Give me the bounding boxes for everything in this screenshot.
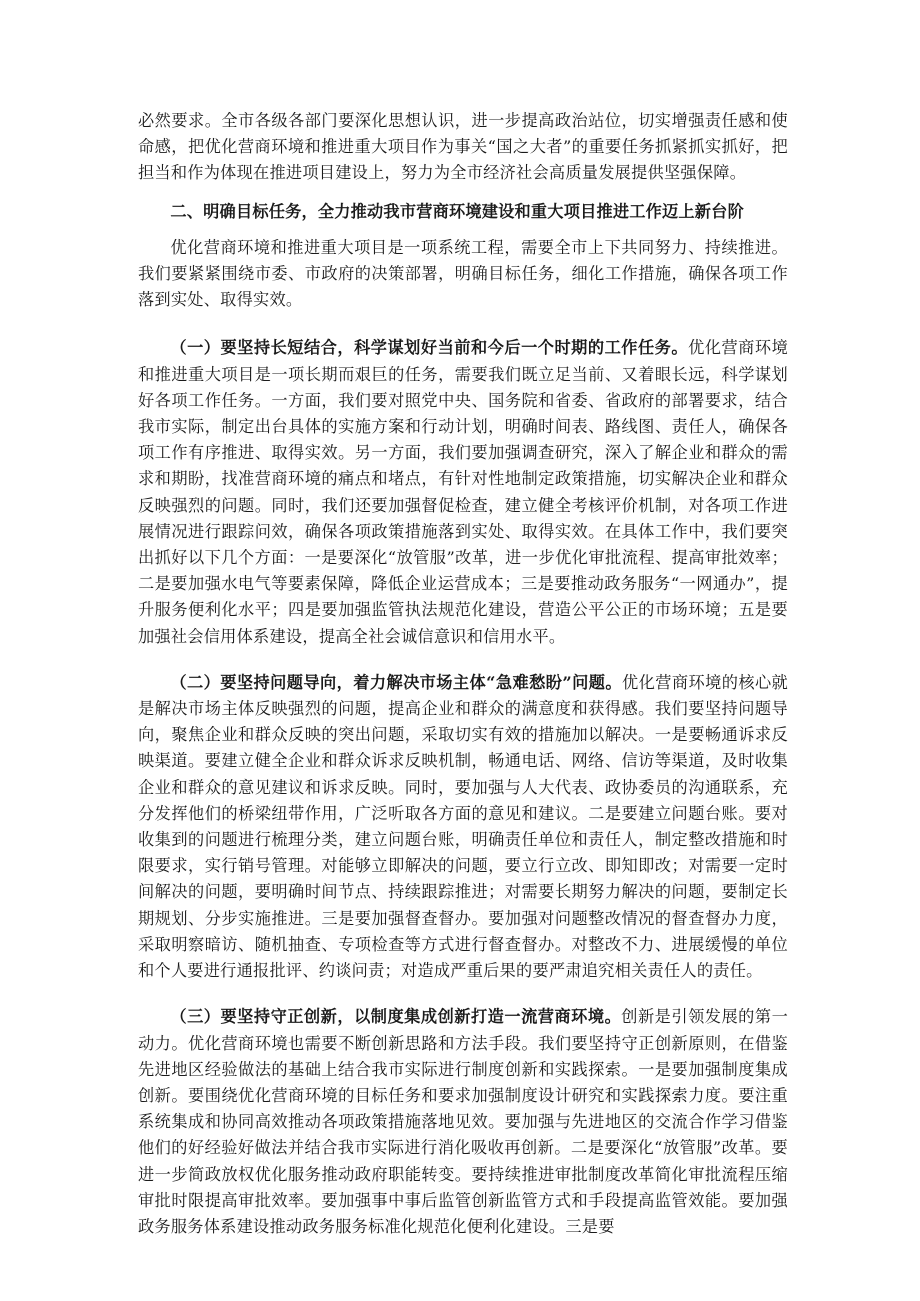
item-1-body: 优化营商环境和推进重大项目是一项长期而艰巨的任务，需要我们既立足当前、又着眼长远，科学谋划好各项工作任务。一方面，我们要对照党中央、国务院和省委、省政府的部署要求，结合我市实际，制定出台具体的实施方案和行动计划，明确时间表、路线图、责任人，确保各项工作有序推进、取得实效。另一方面，我们要加强调查研究，深入了解企业和群众的需求和期盼，找准营商环境的痛点和堵点，有针对性地制定政策措施，切实解决企业和群众反映强烈的问题。同时，我们还要加强督促检查，建立健全考核评价机制，对各项工作进展情况进行跟踪问效，确保各项政策措施落到实处、取得实效。在具体工作中，我们要突出抓好以下几个方面：一是要深化“放管服”改革，进一步优化审批流程、提高审批效率；二是要加强水电气等要素保障，降低企业运营成本；三是要推动政务服务“一网通办”，提升服务便利化水平；四是要加强监管执法规范化建设，营造公平公正的市场环境；五是要加强社会信用体系建设，提高全社会诚信意识和信用水平。 xyxy=(138,338,789,646)
paragraph-item-1 xyxy=(138,335,788,649)
item-3-body: 创新是引领发展的第一动力。优化营商环境也需要不断创新思路和方法手段。我们要坚持守正创新原则，在借鉴先进地区经验做法的基础上结合我市实际进行制度创新和实践探索。一是要加强制度集成创新。要围绕优化营商环境的目标任务和要求加强制度设计研究和实践探索力度。要注重系统集成和协同高效推动各项政策措施落地见效。要加强与先进地区的交流合作学习借鉴他们的好经验好做法并结合我市实际进行消化吸收再创新。二是要深化“放管服”改革。要进一步简政放权优化服务推动政府职能转变。要持续推进审批制度改革简化审批流程压缩审批时限提高审批效率。要加强事中事后监管创新监管方式和手段提高监管效能。要加强政务服务体系建设推动政务服务标准化规范化便利化建设。三是要 xyxy=(138,1007,789,1236)
item-2-title: （二）要坚持问题导向，着力解决市场主体“急难愁盼”问题。 xyxy=(170,672,622,692)
section-heading: 二、明确目标任务，全力推动我市营商环境建设和重大项目推进工作迈上新台阶 xyxy=(170,201,744,221)
section-intro-paragraph: 优化营商环境和推进重大项目是一项系统工程，需要全市上下共同努力、持续推进。我们要紧紧围绕市委、市政府的决策部署，明确目标任务，细化工作措施，确保各项工作落到实处、取得实效。 xyxy=(138,237,788,310)
item-2-body: 优化营商环境的核心就是解决市场主体反映强烈的问题，提高企业和群众的满意度和获得感。我们要坚持问题导向，聚焦企业和群众反映的突出问题，采取切实有效的措施加以解决。一是要畅通诉求反映渠道。要建立健全企业和群众诉求反映机制，畅通电话、网络、信访等渠道，及时收集企业和群众的意见建议和诉求反映。同时，要加强与人大代表、政协委员的沟通联系，充分发挥他们的桥梁纽带作用，广泛听取各方面的意见和建议。二是要建立问题台账。要对收集到的问题进行梳理分类，建立问题台账，明确责任单位和责任人，制定整改措施和时限要求，实行销号管理。对能够立即解决的问题，要立行立改、即知即改；对需要一定时间解决的问题，要明确时间节点、持续跟踪推进；对需要长期努力解决的问题，要制定长期规划、分步实施推进。三是要加强督查督办。要加强对问题整改情况的督查督办力度，采取明察暗访、随机抽查、专项检查等方式进行督查督办。对整改不力、进展缓慢的单位和个人要进行通报批评、约谈问责；对造成严重后果的要严肃追究相关责任人的责任。 xyxy=(138,672,788,981)
paragraph-continuation: 必然要求。全市各级各部门要深化思想认识，进一步提高政治站位，切实增强责任感和使命感，把优化营商环境和推进重大项目作为事关“国之大者”的重要任务抓紧抓实抓好，把担当和作为体现在推进项目建设上，努力为全市经济社会高质量发展提供坚强保障。 xyxy=(138,111,788,183)
document-page xyxy=(138,108,788,1240)
item-3-title: （三）要坚持守正创新，以制度集成创新打造一流营商环境。 xyxy=(170,1007,622,1027)
item-1-title: （一）要坚持长短结合，科学谋划好当前和今后一个时期的工作任务。 xyxy=(170,338,689,358)
paragraph-item-2 xyxy=(138,670,788,984)
paragraph-item-3 xyxy=(138,1004,788,1240)
